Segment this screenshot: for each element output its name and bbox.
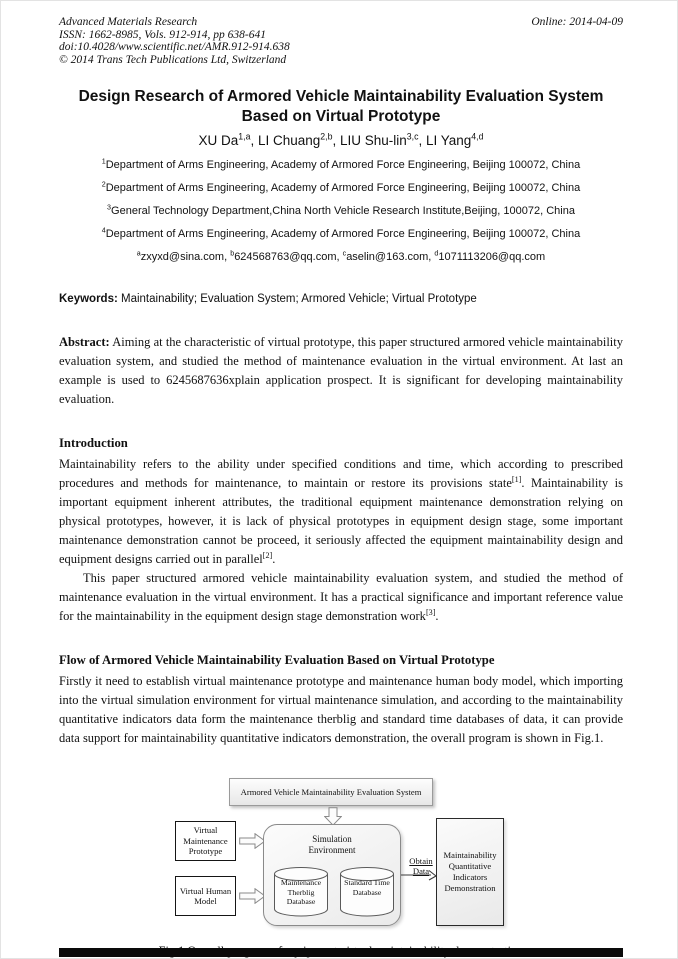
fig-right-arrow-icon: [239, 888, 266, 904]
paragraph-text: Maintainability refers to the ability under specified conditions and time, which according to prescribed procedures and methods for maintenance, to maintain or restore its provisions state: [59, 457, 623, 490]
fig-top-box: Armored Vehicle Maintainability Evaluation System: [229, 778, 433, 806]
author-sup: 1,a: [238, 131, 251, 142]
reference-sup: [3]: [425, 607, 436, 617]
issn-line: ISSN: 1662-8985, Vols. 912-914, pp 638-641: [59, 28, 266, 41]
paragraph-text: .: [272, 552, 276, 566]
email-address: aselin@163.com,: [346, 251, 435, 263]
fig-box-label: Virtual Human Model: [179, 885, 232, 906]
affiliation-line: [59, 205, 623, 217]
paragraph-text: This paper structured armored vehicle maintainability evaluation system, and studied the method of maintenance evaluation in the virtual environment. It has a practical significance and important reference value for the maintainability in the equipment design stage demonstration work: [59, 571, 623, 623]
fig-cylinder-maintenance-therblig-database: [273, 866, 329, 918]
section-heading-introduction: Introduction: [59, 436, 128, 450]
section-heading-flow: Flow of Armored Vehicle Maintainability Evaluation Based on Virtual Prototype: [59, 653, 495, 667]
affiliation-line: [59, 182, 623, 194]
email-address: 1071113206@qq.com: [438, 251, 546, 263]
flow-paragraph: Firstly it need to establish virtual maintenance prototype and maintenance human body model, which importing into the virtual simulation environment for virtual maintenance simulation, and according to the maintainability quantitative indicators data form the maintenance therblig and standard time databases of data, it can provide data support for maintainability quantitative indicators demonstration, the overall program is shown in Fig.1.: [59, 674, 623, 745]
author-name: , LIU Shu-lin: [332, 133, 407, 148]
author-sup: 4,d: [471, 131, 484, 142]
authors-line: [59, 133, 623, 148]
keywords-text: Maintainability; Evaluation System; Armored Vehicle; Virtual Prototype: [117, 293, 477, 305]
bottom-bar: [59, 948, 623, 957]
journal-header: [59, 17, 623, 66]
author-sup: 2,b: [320, 131, 333, 142]
affiliation-sup: 1: [101, 157, 106, 166]
fig-right-arrow-icon: [239, 833, 266, 849]
affiliation-text: General Technology Department,China North Vehicle Research Institute,Beijing, 100072, China: [111, 205, 575, 217]
abstract-paragraph: [59, 333, 623, 409]
figure-diagram: [59, 776, 623, 934]
fig-box-label: Virtual Maintenance Prototype: [183, 825, 228, 857]
fig-simenv-label: Simulation Environment: [308, 834, 356, 855]
keywords-line: [59, 293, 623, 305]
affiliation-text: Department of Arms Engineering, Academy of Armored Force Engineering, Beijing 100072, China: [105, 159, 581, 171]
fig-right-box-maintainability-demonstration: [436, 818, 504, 926]
fig-left-box-virtual-human-model: [175, 876, 236, 916]
paragraph-text: . Maintainability is important equipment inherent attributes, the traditional equipment maintenance demonstration relying on physical prototypes, however, it is lack of physical prototypes in equipment design stage, some important maintenance demonstration cannot be proceed, it seriously affected the equipment maintainability design and equipment designs carried out in parallel: [59, 476, 623, 566]
intro-paragraph-2: [59, 569, 623, 626]
doi-line: doi:10.4028/www.scientific.net/AMR.912-914.638: [59, 41, 290, 53]
abstract-text: Aiming at the characteristic of virtual prototype, this paper structured armored vehicle maintainability evaluation system, and studied the method of maintenance evaluation in the virtual environment. At last an example is used to 6245687636xplain application prospect. It is significant for developing maintainability evaluation.: [59, 335, 623, 406]
affiliation-text: Department of Arms Engineering, Academy of Armored Force Engineering, Beijing 100072, China: [105, 228, 581, 240]
email-sup: d: [434, 249, 439, 258]
fig-cylinder-standard-time-database: [339, 866, 395, 918]
online-date: Online: 2014-04-09: [531, 16, 623, 28]
reference-sup: [2]: [262, 550, 273, 560]
author-name: , LI Yang: [418, 133, 472, 148]
email-address: zxyxd@sina.com,: [140, 251, 231, 263]
author-name: , LI Chuang: [250, 133, 321, 148]
intro-paragraph-1: [59, 455, 623, 569]
fig-obtain-data-label: Obtain Data: [409, 856, 433, 876]
emails-line: [59, 251, 623, 263]
author-name: XU Da: [198, 133, 239, 148]
copyright-line: © 2014 Trans Tech Publications Ltd, Switzerland: [59, 53, 287, 66]
affiliation-sup: 2: [101, 180, 106, 189]
fig-box-label: Maintainability Quantitative Indicators Demonstration: [443, 850, 497, 893]
email-address: 624568763@qq.com,: [234, 251, 343, 263]
fig-cylinder-label: Standard Time Database: [344, 878, 390, 897]
fig-left-box-virtual-maintenance-prototype: [175, 821, 236, 861]
email-sup: a: [136, 249, 141, 258]
author-sup: 3,c: [406, 131, 419, 142]
paper-title: Design Research of Armored Vehicle Maintainability Evaluation System Based on Virtual Prototype: [78, 88, 604, 125]
paragraph-text: .: [435, 609, 439, 623]
affiliation-text: Department of Arms Engineering, Academy of Armored Force Engineering, Beijing 100072, China: [105, 182, 581, 194]
fig-cylinder-label: Maintenance Therblig Database: [280, 878, 322, 906]
email-sup: c: [342, 249, 347, 258]
abstract-label: Abstract:: [59, 335, 110, 349]
affiliation-line: [59, 159, 623, 171]
journal-name: Advanced Materials Research: [59, 16, 198, 28]
affiliation-sup: 3: [107, 203, 112, 212]
reference-sup: [1]: [511, 474, 522, 484]
email-sup: b: [230, 249, 235, 258]
keywords-label: Keywords:: [59, 293, 118, 305]
affiliation-sup: 4: [101, 226, 106, 235]
affiliation-line: [59, 228, 623, 240]
